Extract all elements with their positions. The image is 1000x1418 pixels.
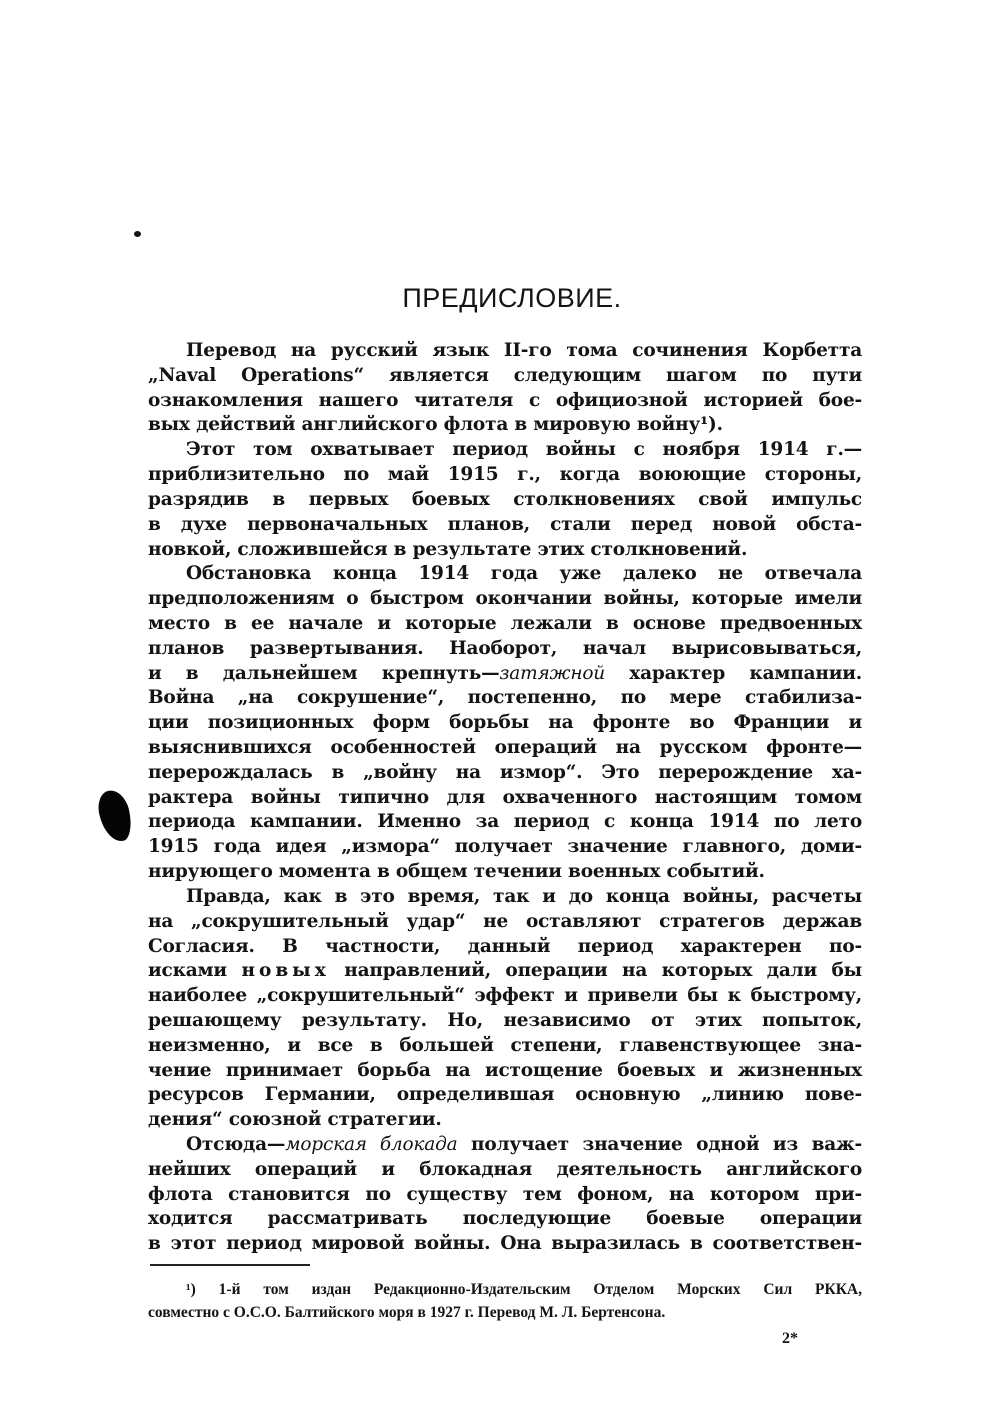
text-line [148, 562, 862, 587]
body-text [148, 339, 862, 1257]
text-line [148, 736, 862, 761]
text-segment: Отсюда— [186, 1134, 286, 1155]
text-segment: нирующего момента в общем течении военных событий. [148, 861, 765, 883]
text-segment: место в ее начале и которые лежали в основе предвоенных [148, 612, 862, 634]
text-segment: неизменно, и все в большей степени, главенствующее зна- [148, 1034, 862, 1056]
text-line [148, 885, 862, 910]
italic-text: морская блокада [285, 1134, 458, 1155]
text-segment: ознакомления нашего читателя с официозной историей бое- [148, 389, 862, 411]
text-segment: ходится рассматривать последующие боевые операции [148, 1208, 862, 1230]
italic-text: затяжной [499, 662, 605, 684]
text-line [148, 1034, 862, 1059]
text-segment: получает значение одной из важ- [457, 1134, 862, 1155]
text-segment: приблизительно по май 1915 г., когда воюющие стороны, [148, 464, 862, 486]
text-segment: дения“ союзной стратегии. [148, 1109, 442, 1131]
text-line [148, 1232, 862, 1257]
text-line [148, 513, 862, 538]
text-line [148, 364, 862, 389]
text-segment: Война „на сокрушение“, постепенно, по мере стабилиза- [148, 687, 862, 709]
text-line [148, 984, 862, 1009]
text-segment: нейших операций и блокадная деятельность английского [148, 1158, 862, 1180]
text-line [148, 761, 862, 786]
text-line [148, 1009, 862, 1034]
text-segment: направлений, операции на которых дали бы [329, 960, 863, 982]
text-segment: наиболее „сокрушительный“ эффект и привели бы к быстрому, [148, 985, 862, 1007]
text-line [148, 1183, 862, 1208]
text-line [148, 389, 862, 414]
text-line [148, 612, 862, 637]
footnote-divider [150, 1264, 310, 1266]
text-segment: разрядив в первых боевых столкновениях свой импульс [148, 488, 862, 510]
text-segment: периода кампании. Именно за период с конца 1914 по лето [148, 811, 862, 833]
text-segment: в этот период мировой войны. Она выразилась в соответствен- [148, 1233, 862, 1255]
text-line [148, 538, 862, 563]
footnote-line: совместно с О.С.О. Балтийского моря в 1927 г. Перевод М. Л. Бертенсона. [148, 1304, 666, 1321]
text-line [148, 662, 862, 687]
text-line [148, 686, 862, 711]
footnote-line: ¹) 1-й том издан Редакционно-Издательским Отделом Морских Сил РККА, [186, 1281, 862, 1298]
text-segment: чение принимает борьба на истощение боевых и жизненных [148, 1059, 862, 1081]
text-segment: выяснившихся особенностей операций на русском фронте— [148, 737, 862, 758]
text-line [148, 438, 862, 463]
text-line [148, 935, 862, 960]
text-line [148, 910, 862, 935]
text-line [148, 835, 862, 860]
text-line [148, 810, 862, 835]
text-segment: Согласия. В частности, данный период характерен по- [148, 935, 862, 957]
text-line [148, 860, 862, 885]
text-line [148, 339, 862, 364]
text-line [148, 637, 862, 662]
text-segment: флота становится по существу тем фоном, на котором при- [148, 1183, 862, 1205]
text-segment: в духе первоначальных планов, стали перед новой обста- [148, 513, 862, 535]
text-segment: перерождалась в „войну на измор“. Это перерождение ха- [148, 761, 862, 783]
text-segment: Перевод на русский язык II-го тома сочинения Корбетта [186, 340, 862, 361]
text-line [148, 1083, 862, 1108]
text-segment: характер кампании. [605, 662, 863, 684]
text-segment: 1915 года идея „измора“ получает значение главного, доми- [148, 836, 862, 858]
text-segment: планов развертывания. Наоборот, начал вырисовываться, [148, 637, 862, 659]
footnote [148, 1278, 862, 1324]
page-number: 2* [782, 1330, 798, 1347]
text-segment: ресурсов Германии, определившая основную „линию пове- [148, 1084, 862, 1106]
text-segment: решающему результату. Но, независимо от этих попыток, [148, 1009, 862, 1031]
text-segment: вых действий английского флота в мировую войну¹). [148, 414, 723, 436]
text-line [148, 587, 862, 612]
page-title: ПРЕДИСЛОВИЕ. [402, 283, 622, 313]
ink-blot [95, 787, 135, 844]
text-segment: новкой, сложившейся в результате этих столкновений. [148, 538, 748, 560]
text-line [148, 1158, 862, 1183]
text-line [148, 1133, 862, 1158]
text-segment: исками [148, 960, 242, 982]
ink-speck [134, 231, 141, 237]
text-line [148, 1207, 862, 1232]
text-segment: рактера войны типично для охваченного настоящим томом [148, 786, 862, 808]
text-segment: ции позиционных форм борьбы на фронте во Франции и [148, 712, 862, 734]
text-segment: и в дальнейшем крепнуть— [148, 662, 500, 684]
text-line [148, 413, 862, 438]
text-segment: Обстановка конца 1914 года уже далеко не отвечала [186, 563, 862, 585]
text-line [148, 488, 862, 513]
text-segment: „Naval Operations“ является следующим шагом по пути [148, 364, 862, 386]
text-line [148, 711, 862, 736]
text-line [148, 1059, 862, 1084]
text-segment: Этот том охватывает период войны с ноября 1914 г.— [186, 439, 862, 461]
text-segment: на „сокрушительный удар“ не оставляют стратегов держав [148, 910, 862, 932]
text-line [148, 463, 862, 488]
text-segment: Правда, как в это время, так и до конца войны, расчеты [186, 885, 862, 907]
text-segment: предположениям о быстром окончании войны, которые имели [148, 588, 862, 610]
text-line [148, 1108, 862, 1133]
text-line [148, 786, 862, 811]
spaced-text: новых [241, 960, 330, 982]
text-line [148, 959, 862, 984]
